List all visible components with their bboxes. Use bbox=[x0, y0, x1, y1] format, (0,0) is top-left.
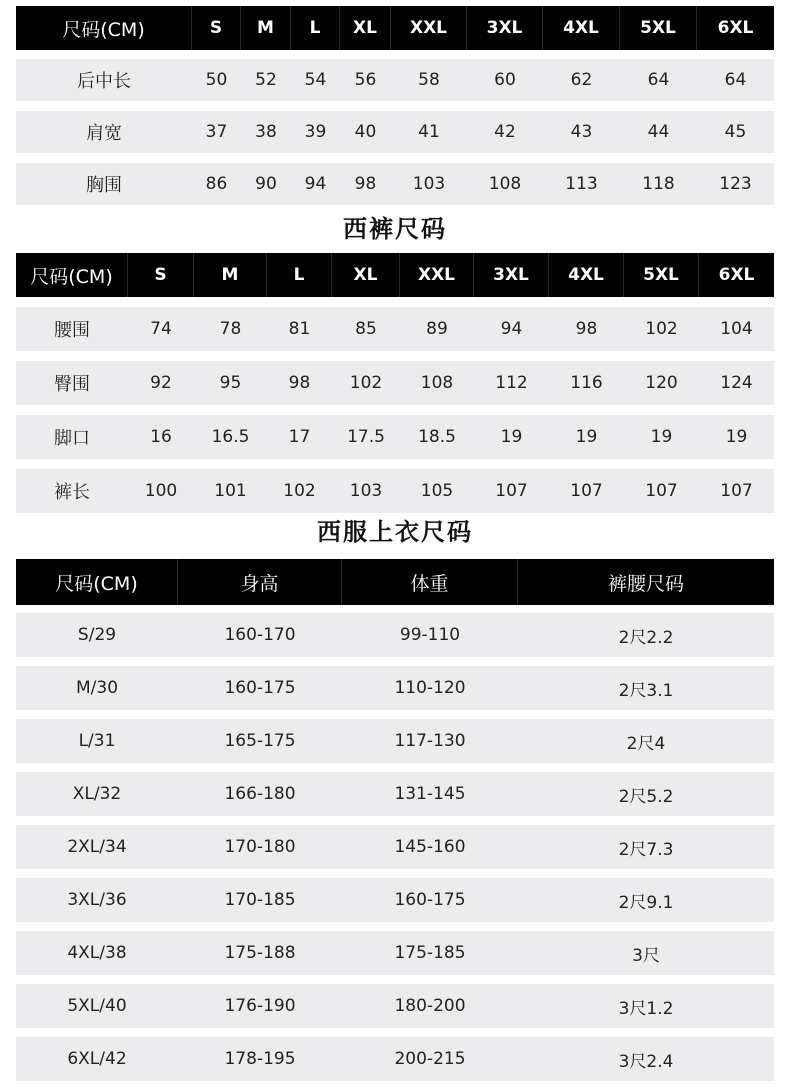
header-cell: 5XL bbox=[620, 6, 697, 50]
table-cell: 16 bbox=[150, 427, 172, 447]
table-cell: 178-195 bbox=[224, 1049, 296, 1069]
table-row bbox=[16, 1037, 774, 1081]
header-cell: 6XL bbox=[717, 18, 754, 38]
table-cell: 2尺9.1 bbox=[618, 892, 674, 913]
table-cell: 103 bbox=[412, 174, 446, 194]
table-cell: S/29 bbox=[77, 625, 117, 645]
table-cell: 2尺2.2 bbox=[618, 627, 674, 648]
table-cell: 52 bbox=[255, 70, 277, 90]
table-cell: 98 bbox=[288, 373, 311, 393]
table-cell: 18.5 bbox=[418, 427, 456, 447]
row-label: 裤长 bbox=[54, 482, 90, 503]
table-cell: 19 bbox=[650, 427, 673, 447]
table-cell: 100 bbox=[144, 481, 178, 501]
header-cell: S bbox=[128, 253, 194, 297]
size-table-top bbox=[16, 6, 774, 205]
table-cell: 123 bbox=[719, 174, 752, 194]
header-cell: 3XL bbox=[474, 253, 549, 297]
table-cell: 2XL/34 bbox=[67, 837, 127, 857]
table-cell: 56 bbox=[354, 70, 377, 90]
section-title-jacket: 西服上衣尺码 bbox=[317, 518, 473, 546]
size-table-trousers-header bbox=[16, 253, 774, 297]
table-cell: 86 bbox=[205, 174, 228, 194]
table-cell: L/31 bbox=[78, 731, 116, 751]
table-cell: 90 bbox=[255, 174, 277, 194]
table-cell: 3XL/36 bbox=[67, 890, 127, 910]
table-cell: 85 bbox=[355, 319, 377, 339]
table-row bbox=[16, 59, 774, 101]
table-cell: 19 bbox=[500, 427, 523, 447]
table-cell: 3尺 bbox=[632, 945, 660, 966]
row-label: 肩宽 bbox=[86, 123, 122, 144]
table-cell: 60 bbox=[494, 70, 516, 90]
table-cell: 4XL/38 bbox=[67, 943, 127, 963]
header-cell: M bbox=[194, 253, 267, 297]
table-row bbox=[16, 163, 774, 205]
table-cell: 64 bbox=[724, 70, 747, 90]
header-cell: 身高 bbox=[178, 559, 342, 605]
table-cell: 165-175 bbox=[224, 731, 296, 751]
table-cell: 17 bbox=[288, 427, 311, 447]
table-row bbox=[16, 666, 774, 710]
table-cell: 107 bbox=[645, 481, 678, 501]
table-cell: 17.5 bbox=[347, 427, 385, 447]
table-cell: 89 bbox=[426, 319, 448, 339]
table-row bbox=[16, 361, 774, 405]
table-cell: M/30 bbox=[75, 678, 119, 698]
header-cell: 裤腰尺码 bbox=[607, 572, 684, 595]
table-cell: 116 bbox=[570, 373, 603, 393]
table-cell: 117-130 bbox=[394, 731, 466, 751]
table-cell: 58 bbox=[418, 70, 440, 90]
table-cell: 166-180 bbox=[224, 784, 296, 804]
table-cell: 107 bbox=[720, 481, 753, 501]
row-label: 腰围 bbox=[54, 320, 90, 341]
table-cell: 112 bbox=[495, 373, 528, 393]
header-cell: XL bbox=[340, 6, 391, 50]
table-cell: 160-175 bbox=[224, 678, 296, 698]
table-cell: 170-185 bbox=[224, 890, 296, 910]
table-cell: 43 bbox=[570, 122, 593, 142]
table-cell: 118 bbox=[642, 174, 675, 194]
table-cell: 2尺7.3 bbox=[618, 839, 674, 860]
table-cell: 101 bbox=[214, 481, 247, 501]
row-label: 臀围 bbox=[54, 374, 90, 395]
table-cell: 160-170 bbox=[224, 625, 296, 645]
table-cell: 81 bbox=[288, 319, 311, 339]
table-cell: 102 bbox=[283, 481, 316, 501]
table-cell: 19 bbox=[575, 427, 598, 447]
header-cell: 尺码(CM) bbox=[16, 559, 178, 605]
table-cell: 124 bbox=[720, 373, 753, 393]
table-cell: 95 bbox=[219, 373, 242, 393]
table-cell: 5XL/40 bbox=[67, 996, 127, 1016]
row-label: 脚口 bbox=[54, 428, 90, 449]
table-cell: 64 bbox=[647, 70, 670, 90]
table-cell: 94 bbox=[500, 319, 523, 339]
table-cell: 120 bbox=[645, 373, 678, 393]
table-row bbox=[16, 772, 774, 816]
table-cell: 131-145 bbox=[394, 784, 466, 804]
table-cell: XL/32 bbox=[72, 784, 122, 804]
table-cell: 41 bbox=[418, 122, 440, 142]
table-cell: 107 bbox=[570, 481, 603, 501]
table-cell: 44 bbox=[647, 122, 670, 142]
header-cell: 4XL bbox=[549, 253, 624, 297]
table-cell: 105 bbox=[420, 481, 454, 501]
table-row bbox=[16, 931, 774, 975]
table-cell: 160-175 bbox=[394, 890, 466, 910]
header-cell: 3XL bbox=[467, 6, 543, 50]
header-cell: 4XL bbox=[543, 6, 620, 50]
table-cell: 94 bbox=[304, 174, 327, 194]
table-cell: 74 bbox=[150, 319, 172, 339]
table-row bbox=[16, 415, 774, 459]
table-cell: 42 bbox=[494, 122, 516, 142]
table-cell: 113 bbox=[565, 174, 598, 194]
table-cell: 104 bbox=[720, 319, 753, 339]
table-row bbox=[16, 878, 774, 922]
table-cell: 108 bbox=[420, 373, 454, 393]
header-cell: 6XL bbox=[718, 265, 755, 285]
table-cell: 92 bbox=[150, 373, 172, 393]
table-cell: 102 bbox=[349, 373, 383, 393]
table-cell: 145-160 bbox=[394, 837, 466, 857]
table-cell: 2尺4 bbox=[626, 733, 666, 754]
table-cell: 37 bbox=[205, 122, 228, 142]
table-cell: 3尺2.4 bbox=[618, 1051, 674, 1072]
table-row bbox=[16, 984, 774, 1028]
table-row bbox=[16, 613, 774, 657]
header-cell: 5XL bbox=[624, 253, 699, 297]
table-cell: 45 bbox=[724, 122, 747, 142]
table-cell: 99-110 bbox=[399, 625, 461, 645]
table-cell: 107 bbox=[495, 481, 528, 501]
table-cell: 98 bbox=[354, 174, 377, 194]
table-cell: 54 bbox=[304, 70, 327, 90]
table-cell: 200-215 bbox=[394, 1049, 466, 1069]
table-cell: 19 bbox=[725, 427, 748, 447]
table-cell: 6XL/42 bbox=[67, 1049, 127, 1069]
header-cell: 尺码(CM) bbox=[16, 253, 128, 297]
table-row bbox=[16, 111, 774, 153]
table-cell: 102 bbox=[645, 319, 678, 339]
header-cell: 体重 bbox=[342, 559, 518, 605]
table-cell: 39 bbox=[304, 122, 327, 142]
table-row bbox=[16, 719, 774, 763]
table-cell: 108 bbox=[488, 174, 522, 194]
table-cell: 2尺5.2 bbox=[618, 786, 674, 807]
header-cell: L bbox=[291, 6, 340, 50]
table-cell: 62 bbox=[570, 70, 593, 90]
size-table-jacket bbox=[16, 559, 774, 1081]
header-cell: XXL bbox=[400, 253, 474, 297]
header-cell: XXL bbox=[391, 6, 467, 50]
table-cell: 110-120 bbox=[394, 678, 466, 698]
table-cell: 98 bbox=[575, 319, 598, 339]
table-cell: 175-188 bbox=[224, 943, 296, 963]
table-cell: 2尺3.1 bbox=[618, 680, 674, 701]
size-table-jacket-header bbox=[16, 559, 774, 605]
table-cell: 40 bbox=[354, 122, 377, 142]
header-cell: 尺码(CM) bbox=[16, 6, 192, 50]
table-cell: 50 bbox=[205, 70, 228, 90]
table-cell: 170-180 bbox=[224, 837, 296, 857]
table-cell: 175-185 bbox=[394, 943, 466, 963]
table-row bbox=[16, 825, 774, 869]
header-cell: M bbox=[241, 6, 291, 50]
row-label: 胸围 bbox=[86, 175, 122, 196]
header-cell: L bbox=[267, 253, 332, 297]
header-cell: XL bbox=[332, 253, 400, 297]
table-cell: 180-200 bbox=[394, 996, 466, 1016]
section-title-trousers: 西裤尺码 bbox=[343, 215, 447, 243]
table-cell: 38 bbox=[255, 122, 277, 142]
table-row bbox=[16, 469, 774, 513]
size-table-top-header bbox=[16, 6, 774, 50]
row-label: 后中长 bbox=[77, 71, 131, 92]
table-cell: 16.5 bbox=[211, 427, 250, 447]
header-cell: S bbox=[192, 6, 241, 50]
table-cell: 3尺1.2 bbox=[618, 998, 674, 1019]
size-table-trousers bbox=[16, 253, 774, 513]
table-cell: 78 bbox=[219, 319, 242, 339]
table-cell: 103 bbox=[349, 481, 383, 501]
table-row bbox=[16, 307, 774, 351]
table-cell: 176-190 bbox=[224, 996, 296, 1016]
